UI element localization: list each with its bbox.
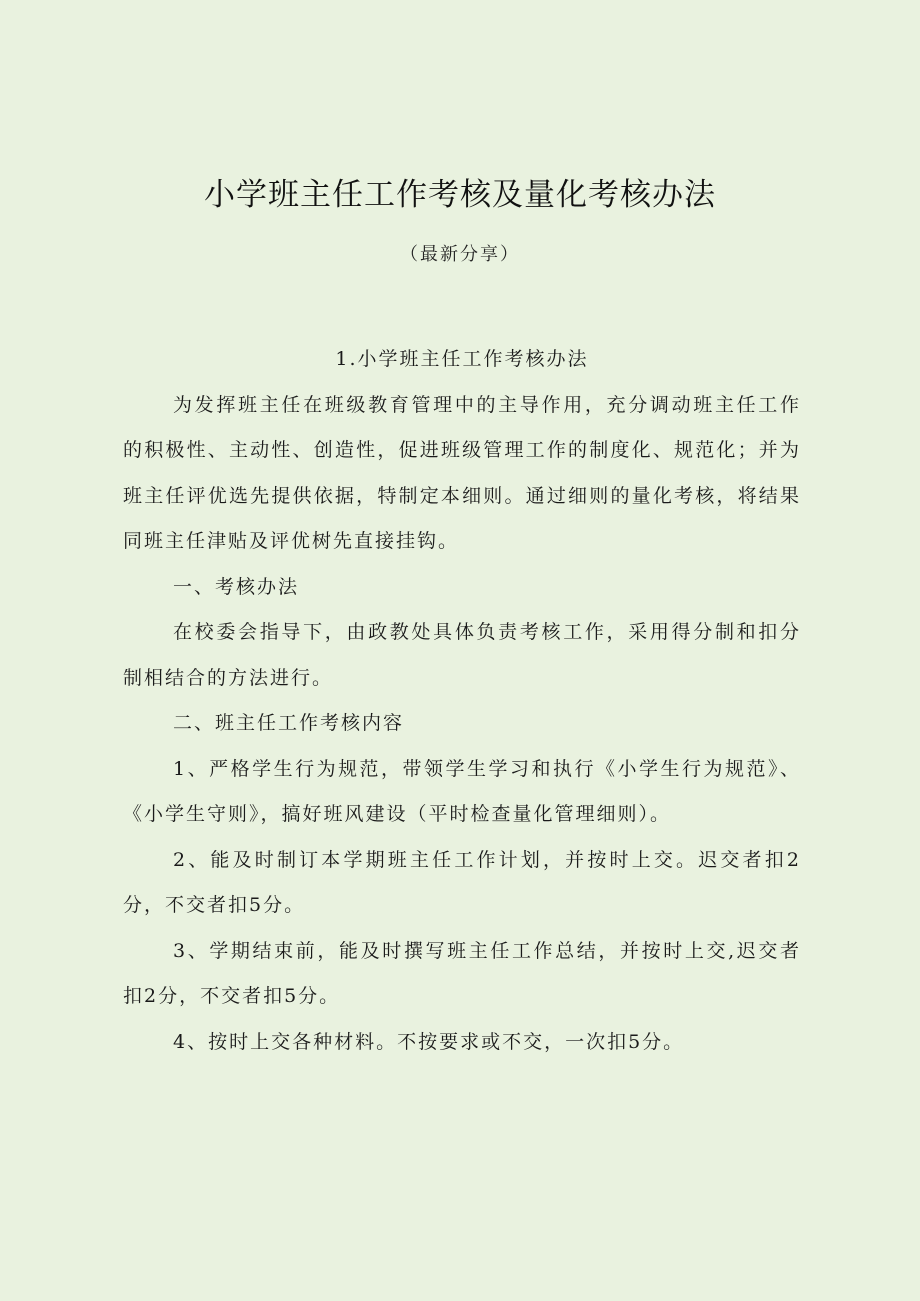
document-body: [123, 337, 801, 1065]
list-item-3: 3、学期结束前，能及时撰写班主任工作总结，并按时上交,迟交者扣2分，不交者扣5分。: [123, 939, 801, 1007]
heading-assessment-method: 一、考核办法: [173, 575, 300, 598]
heading-assessment-content: 二、班主任工作考核内容: [173, 712, 405, 734]
intro-paragraph: 为发挥班主任在班级教育管理中的主导作用，充分调动班主任工作的积极性、主动性、创造性，促进班级管理工作的制度化、规范化；并为班主任评优选先提供依据，特制定本细则。通过细则的量化考核，将结果同班主任津贴及评优树先直接挂钩。: [123, 393, 801, 552]
list-item-1: 1、严格学生行为规范，带领学生学习和执行《小学生行为规范》、《小学生守则》，搞好班风建设（平时检查量化管理细则）。: [123, 757, 801, 825]
section-heading: 1.小学班主任工作考核办法: [335, 348, 589, 370]
document-title: 小学班主任工作考核及量化考核办法: [204, 177, 716, 213]
paragraph-assessment-method: 在校委会指导下，由政教处具体负责考核工作，采用得分制和扣分制相结合的方法进行。: [123, 621, 801, 689]
list-item-4: 4、按时上交各种材料。不按要求或不交，一次扣5分。: [173, 1030, 685, 1053]
list-item-2: 2、能及时制订本学期班主任工作计划，并按时上交。迟交者扣2分，不交者扣5分。: [123, 848, 801, 916]
document-subtitle: （最新分享）: [400, 244, 520, 265]
